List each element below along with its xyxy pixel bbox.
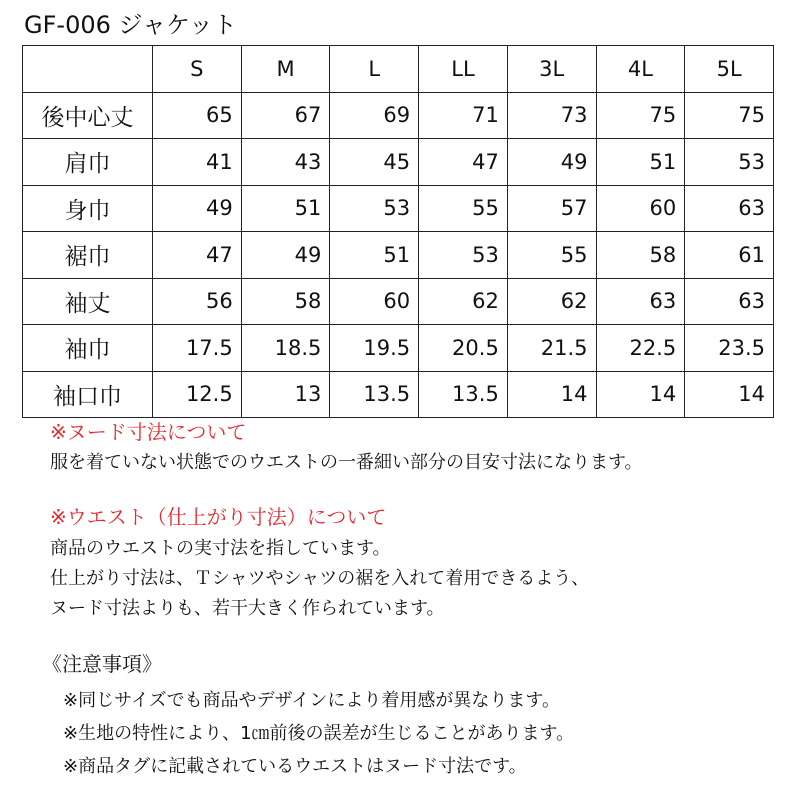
measurement-cell: 63 bbox=[596, 278, 685, 325]
size-header-ll: LL bbox=[419, 46, 508, 93]
measurement-cell: 60 bbox=[596, 185, 685, 232]
table-row bbox=[23, 325, 774, 372]
table-row bbox=[23, 92, 774, 139]
measurement-cell: 53 bbox=[330, 185, 419, 232]
measurement-cell: 69 bbox=[330, 92, 419, 139]
measurement-cell: 12.5 bbox=[153, 371, 242, 418]
measurement-cell: 51 bbox=[241, 185, 330, 232]
caution-heading: 《注意事項》 bbox=[42, 652, 162, 676]
size-header-l: L bbox=[330, 46, 419, 93]
size-header-4l: 4L bbox=[596, 46, 685, 93]
size-header-m: M bbox=[241, 46, 330, 93]
measurement-cell: 51 bbox=[596, 139, 685, 186]
waist-text-line: 仕上がり寸法は、Ｔシャツやシャツの裾を入れて着用できるよう、 bbox=[50, 568, 590, 589]
measurement-cell: 56 bbox=[153, 278, 242, 325]
measurement-cell: 14 bbox=[596, 371, 685, 418]
measurement-cell: 23.5 bbox=[685, 325, 774, 372]
measurement-cell: 49 bbox=[153, 185, 242, 232]
measurement-cell: 58 bbox=[241, 278, 330, 325]
measurement-cell: 14 bbox=[685, 371, 774, 418]
measurement-cell: 47 bbox=[419, 139, 508, 186]
measurement-cell: 63 bbox=[685, 278, 774, 325]
measurement-cell: 14 bbox=[507, 371, 596, 418]
table-row bbox=[23, 185, 774, 232]
size-header-3l: 3L bbox=[507, 46, 596, 93]
row-label: 袖口巾 bbox=[23, 371, 153, 418]
measurement-cell: 58 bbox=[596, 232, 685, 279]
waist-size-heading: ※ウエスト（仕上がり寸法）について bbox=[50, 505, 387, 529]
size-header-s: S bbox=[153, 46, 242, 93]
nude-size-text: 服を着ていない状態でのウエストの一番細い部分の目安寸法になります。 bbox=[50, 452, 643, 473]
measurement-cell: 41 bbox=[153, 139, 242, 186]
measurement-cell: 61 bbox=[685, 232, 774, 279]
measurement-cell: 13.5 bbox=[419, 371, 508, 418]
table-row bbox=[23, 232, 774, 279]
measurement-cell: 51 bbox=[330, 232, 419, 279]
measurement-cell: 49 bbox=[507, 139, 596, 186]
table-row bbox=[23, 139, 774, 186]
measurement-cell: 62 bbox=[419, 278, 508, 325]
measurement-cell: 47 bbox=[153, 232, 242, 279]
size-header-row bbox=[23, 46, 774, 93]
table-row bbox=[23, 371, 774, 418]
size-header-5l: 5L bbox=[685, 46, 774, 93]
measurement-cell: 17.5 bbox=[153, 325, 242, 372]
measurement-cell: 63 bbox=[685, 185, 774, 232]
product-title: GF-006 ジャケット bbox=[24, 11, 237, 39]
row-label: 袖巾 bbox=[23, 325, 153, 372]
measurement-cell: 60 bbox=[330, 278, 419, 325]
measurement-cell: 49 bbox=[241, 232, 330, 279]
measurement-cell: 73 bbox=[507, 92, 596, 139]
measurement-cell: 75 bbox=[685, 92, 774, 139]
row-label: 肩巾 bbox=[23, 139, 153, 186]
measurement-cell: 45 bbox=[330, 139, 419, 186]
measurement-cell: 19.5 bbox=[330, 325, 419, 372]
caution-item: ※生地の特性により、1㎝前後の誤差が生じることがあります。 bbox=[63, 723, 575, 744]
table-row bbox=[23, 278, 774, 325]
row-label: 袖丈 bbox=[23, 278, 153, 325]
measurement-cell: 43 bbox=[241, 139, 330, 186]
measurement-cell: 53 bbox=[685, 139, 774, 186]
caution-item: ※商品タグに記載されているウエストはヌード寸法です。 bbox=[63, 756, 527, 777]
measurement-cell: 13 bbox=[241, 371, 330, 418]
measurement-cell: 22.5 bbox=[596, 325, 685, 372]
row-label: 裾巾 bbox=[23, 232, 153, 279]
measurement-cell: 62 bbox=[507, 278, 596, 325]
measurement-cell: 57 bbox=[507, 185, 596, 232]
waist-text-line: 商品のウエストの実寸法を指しています。 bbox=[50, 538, 391, 559]
measurement-cell: 13.5 bbox=[330, 371, 419, 418]
row-label: 身巾 bbox=[23, 185, 153, 232]
size-table bbox=[22, 45, 774, 418]
measurement-cell: 65 bbox=[153, 92, 242, 139]
table-corner-cell bbox=[23, 46, 153, 93]
row-label: 後中心丈 bbox=[23, 92, 153, 139]
measurement-cell: 18.5 bbox=[241, 325, 330, 372]
waist-text-line: ヌード寸法よりも、若干大きく作られています。 bbox=[50, 598, 445, 619]
measurement-cell: 53 bbox=[419, 232, 508, 279]
measurement-cell: 21.5 bbox=[507, 325, 596, 372]
measurement-cell: 67 bbox=[241, 92, 330, 139]
nude-size-heading: ※ヌード寸法について bbox=[50, 420, 247, 444]
measurement-cell: 71 bbox=[419, 92, 508, 139]
caution-item: ※同じサイズでも商品やデザインにより着用感が異なります。 bbox=[63, 690, 560, 711]
measurement-cell: 55 bbox=[507, 232, 596, 279]
measurement-cell: 75 bbox=[596, 92, 685, 139]
measurement-cell: 20.5 bbox=[419, 325, 508, 372]
measurement-cell: 55 bbox=[419, 185, 508, 232]
